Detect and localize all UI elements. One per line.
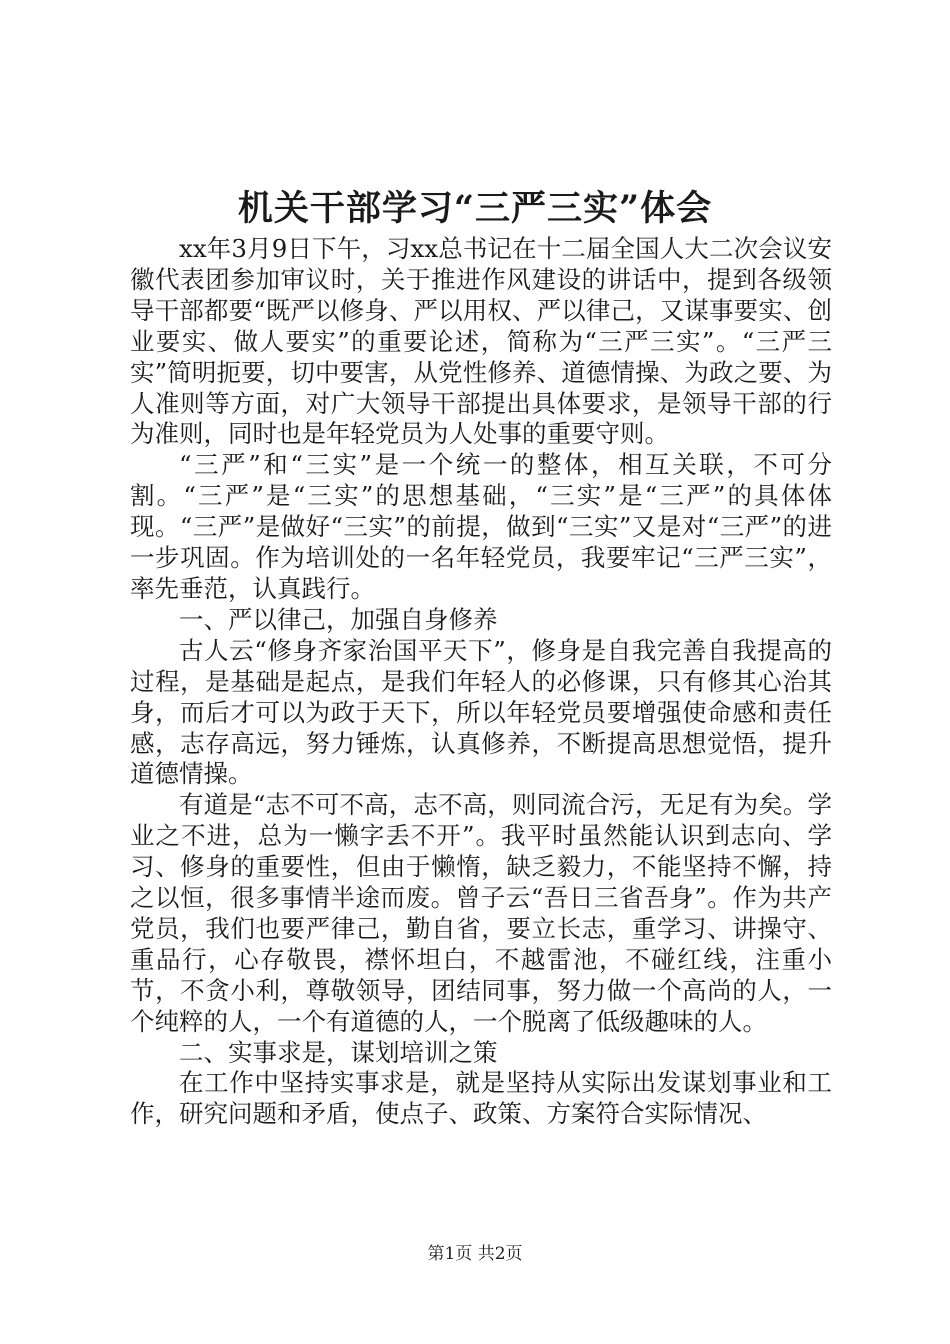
paragraph-intro: xx年3月9日下午，习xx总书记在十二届全国人大二次会议安徽代表团参加审议时，关于推进作风建设的讲话中，提到各级领导干部都要“既严以修身、严以用权、严以律己，又谋事要实、创业要实、做人要实”的重要论述，简称为“三严三实”。“三严三实”简明扼要，切中要害，从党性修养、道德情操、为政之要、为人准则等方面，对广大领导干部提出具体要求，是领导干部的行为准则，同时也是年轻党员为人处事的重要守则。 — [130, 234, 832, 449]
paragraph-seek-truth: 在工作中坚持实事求是，就是坚持从实际出发谋划事业和工作，研究问题和矛盾，使点子、政策、方案符合实际情况、 — [130, 1068, 832, 1129]
document-title: 机关干部学习“三严三实”体会 — [237, 188, 713, 229]
paragraph-ambition: 有道是“志不可不高，志不高，则同流合污，无足有为矣。学业之不进，总为一懒字丢不开”。我平时虽然能认识到志向、学习、修身的重要性，但由于懒惰，缺乏毅力，不能坚持不懈，持之以恒，很多事情半途而废。曾子云“吾日三省吾身”。作为共产党员，我们也要严律己，勤自省，要立长志，重学习、讲操守、重品行，心存敬畏，襟怀坦白，不越雷池，不碰红线，注重小节，不贪小利，尊敬领导，团结同事，努力做一个高尚的人，一个纯粹的人，一个有道德的人，一个脱离了低级趣味的人。 — [130, 790, 832, 1036]
paragraph-relationship: “三严”和“三实”是一个统一的整体，相互关联，不可分割。“三严”是“三实”的思想基础，“三实”是“三严”的具体体现。“三严”是做好“三实”的前提，做到“三实”又是对“三严”的进一步巩固。作为培训处的一名年轻党员，我要牢记“三严三实”，率先垂范，认真践行。 — [130, 450, 832, 603]
document-body — [130, 234, 832, 1130]
section-heading-1: 一、严以律己，加强自身修养 — [179, 604, 498, 634]
paragraph-self-cultivation: 古人云“修身齐家治国平天下”，修身是自我完善自我提高的过程，是基础是起点，是我们年轻人的必修课，只有修其心治其身，而后才可以为政于天下，所以年轻党员要增强使命感和责任感，志存高远，努力锤炼，认真修养，不断提高思想觉悟，提升道德情操。 — [130, 635, 832, 789]
section-heading-2: 二、实事求是，谋划培训之策 — [179, 1037, 498, 1067]
page-footer: 第1页 共2页 — [427, 1244, 523, 1264]
